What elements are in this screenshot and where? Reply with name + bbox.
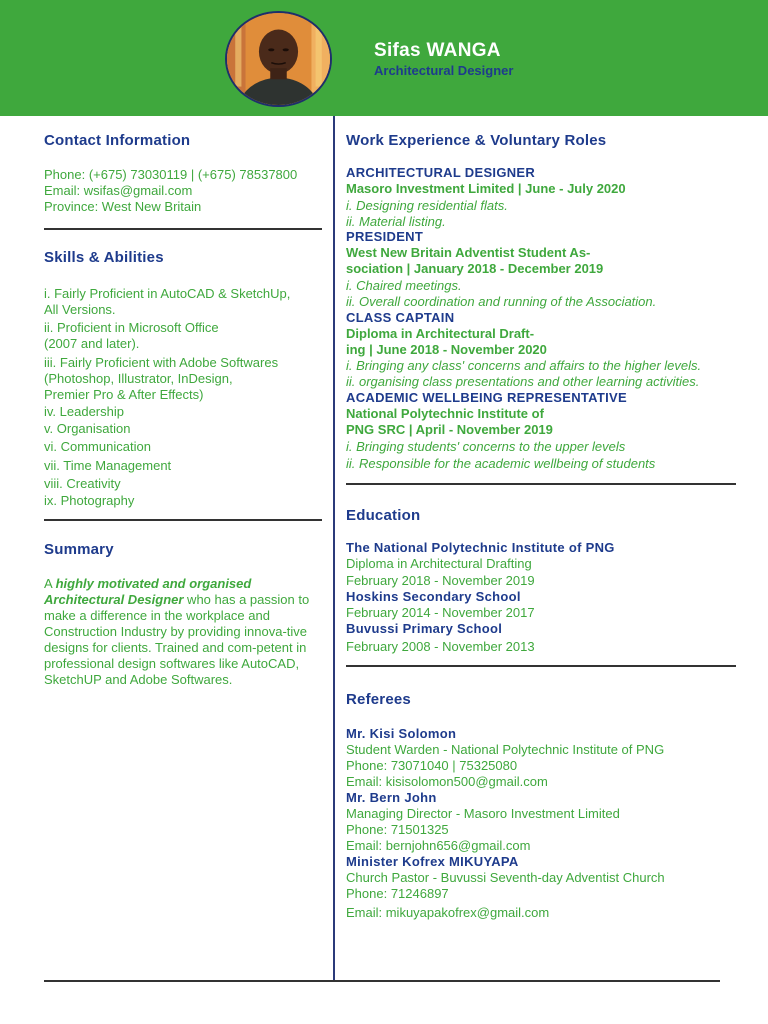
referee-line: Managing Director - Masoro Investment Limited [346, 806, 620, 821]
work-line: i. Bringing students' concerns to the upper levels [346, 439, 626, 454]
skill-line: Premier Pro & After Effects) [44, 387, 204, 402]
referee-line: Email: mikuyapakofrex@gmail.com [346, 905, 550, 920]
skill-line: vii. Time Management [44, 458, 172, 473]
skills-title: Skills & Abilities [44, 249, 164, 266]
person-role: Architectural Designer [374, 63, 514, 78]
skill-line: (2007 and later). [44, 336, 140, 351]
education-title: Education [346, 507, 421, 524]
education-line: February 2018 - November 2019 [346, 573, 535, 588]
education-line: Buvussi Primary School [346, 621, 503, 636]
work-line: i. Chaired meetings. [346, 278, 462, 293]
referee-line: Student Warden - National Polytechnic Institute of PNG [346, 742, 665, 757]
referees-title: Referees [346, 691, 411, 708]
avatar [225, 11, 332, 107]
section-divider [346, 483, 736, 485]
work-line: sociation | January 2018 - December 2019 [346, 261, 604, 276]
skill-line: All Versions. [44, 302, 116, 317]
summary-rest: who has a passion to make a difference in the workplace and Construction Industry by providing innova-tive designs for clients. Trained and com-petent in professional design softwares like AutoCAD, SketchUP and Adobe Softwares. [44, 592, 310, 687]
education-line: Hoskins Secondary School [346, 589, 521, 604]
contact-title: Contact Information [44, 132, 191, 149]
referee-line: Phone: 71501325 [346, 822, 449, 837]
header-banner [0, 0, 768, 116]
bottom-divider [44, 980, 720, 982]
referee-line: Phone: 73071040 | 75325080 [346, 758, 518, 773]
work-line: ing | June 2018 - November 2020 [346, 342, 547, 357]
education-line: Diploma in Architectural Drafting [346, 556, 532, 571]
person-name: Sifas WANGA [374, 40, 501, 61]
work-line: ii. Overall coordination and running of the Association. [346, 294, 657, 309]
section-divider [44, 228, 322, 230]
summary-title: Summary [44, 541, 114, 558]
work-line: ARCHITECTURAL DESIGNER [346, 165, 536, 180]
work-line: CLASS CAPTAIN [346, 310, 455, 325]
work-line: i. Bringing any class' concerns and affairs to the higher levels. [346, 358, 702, 373]
work-line: ii. organising class presentations and other learning activities. [346, 374, 700, 389]
referee-line: Phone: 71246897 [346, 886, 449, 901]
work-line: PRESIDENT [346, 229, 424, 244]
skill-line: (Photoshop, Illustrator, InDesign, [44, 371, 233, 386]
work-line: Masoro Investment Limited | June - July 2020 [346, 181, 626, 196]
referee-line: Email: bernjohn656@gmail.com [346, 838, 531, 853]
referee-line: Church Pastor - Buvussi Seventh-day Adventist Church [346, 870, 665, 885]
summary-text [44, 576, 324, 688]
skill-line: v. Organisation [44, 421, 131, 436]
column-divider [333, 116, 335, 981]
referee-line: Mr. Bern John [346, 790, 437, 805]
summary-emphasis: highly motivated and organised Architectural Designer [44, 576, 252, 607]
referee-line: Minister Kofrex MIKUYAPA [346, 854, 519, 869]
skill-line: ii. Proficient in Microsoft Office [44, 320, 219, 335]
skill-line: i. Fairly Proficient in AutoCAD & SketchUp, [44, 286, 291, 301]
contact-province: Province: West New Britain [44, 199, 202, 214]
work-line: West New Britain Adventist Student As- [346, 245, 591, 260]
profile-photo-icon [227, 13, 330, 105]
work-line: ii. Material listing. [346, 214, 446, 229]
contact-phone: Phone: (+675) 73030119 | (+675) 78537800 [44, 167, 298, 182]
education-line: February 2008 - November 2013 [346, 639, 535, 654]
skill-line: viii. Creativity [44, 476, 121, 491]
work-title: Work Experience & Voluntary Roles [346, 132, 607, 149]
work-line: Diploma in Architectural Draft- [346, 326, 535, 341]
contact-email: Email: wsifas@gmail.com [44, 183, 193, 198]
referee-line: Mr. Kisi Solomon [346, 726, 457, 741]
section-divider [346, 665, 736, 667]
referee-line: Email: kisisolomon500@gmail.com [346, 774, 548, 789]
skill-line: ix. Photography [44, 493, 135, 508]
summary-prefix: A [44, 576, 56, 591]
skill-line: iv. Leadership [44, 404, 124, 419]
education-line: February 2014 - November 2017 [346, 605, 535, 620]
work-line: National Polytechnic Institute of [346, 406, 544, 421]
work-line: PNG SRC | April - November 2019 [346, 422, 553, 437]
skill-line: vi. Communication [44, 439, 151, 454]
skill-line: iii. Fairly Proficient with Adobe Softwares [44, 355, 279, 370]
work-line: ACADEMIC WELLBEING REPRESENTATIVE [346, 390, 627, 405]
work-line: ii. Responsible for the academic wellbeing of students [346, 456, 656, 471]
work-line: i. Designing residential flats. [346, 198, 508, 213]
section-divider [44, 519, 322, 521]
education-line: The National Polytechnic Institute of PNG [346, 540, 615, 555]
